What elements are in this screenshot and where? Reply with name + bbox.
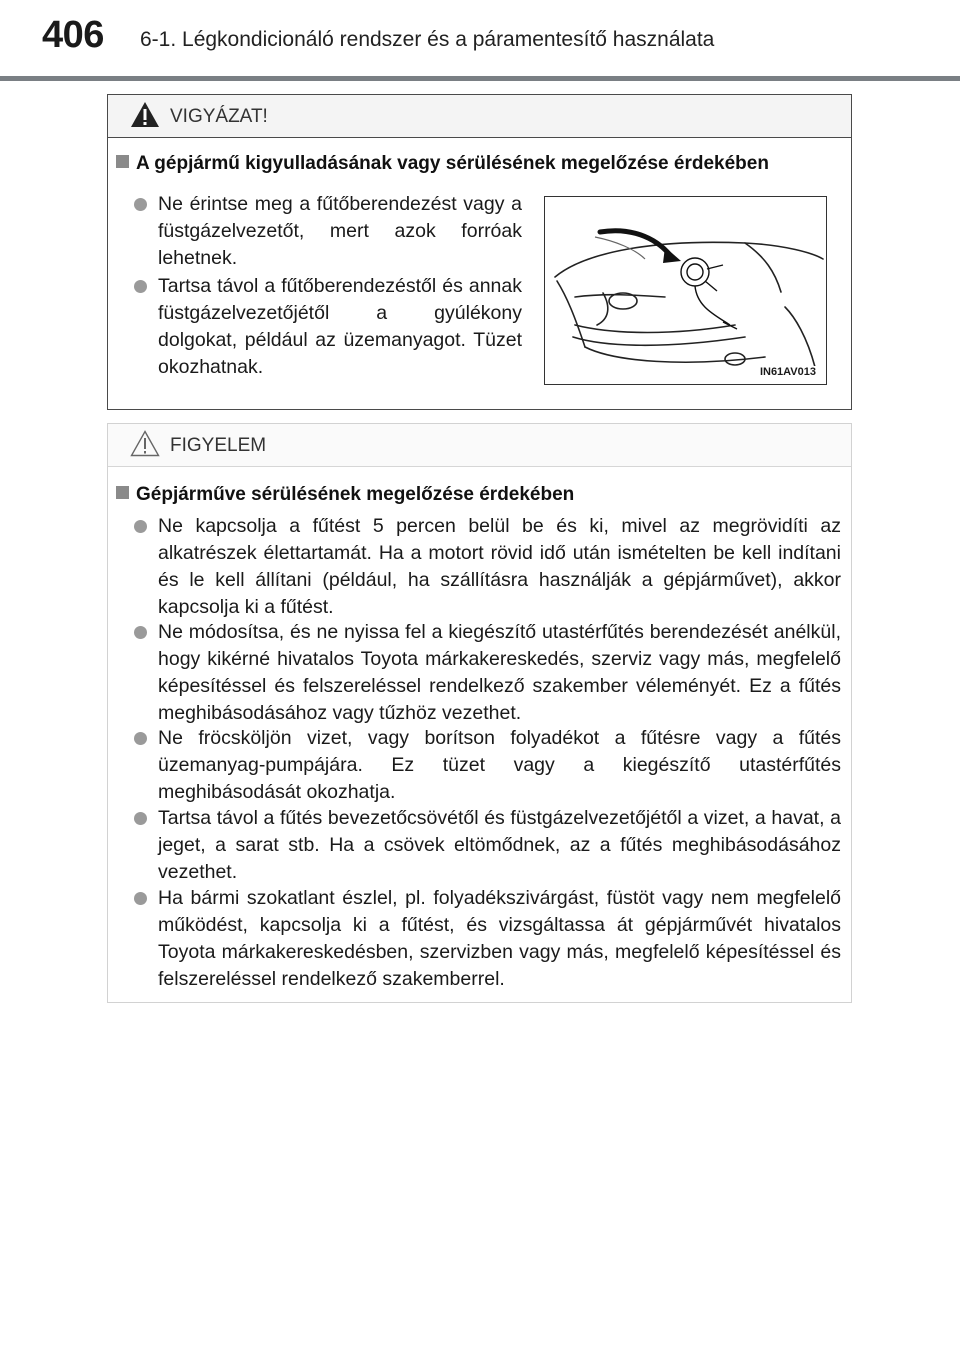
warning-box <box>107 94 852 410</box>
warning-section-title-text: A gépjármű kigyulladásának vagy sérülésének megelőzése érdekében <box>136 153 769 174</box>
notice-section-title-text: Gépjárműve sérülésének megelőzése érdekében <box>136 484 575 505</box>
illustration-code: IN61AV013 <box>759 366 816 378</box>
section-square-icon <box>116 486 129 499</box>
chapter-title: 6-1. Légkondicionáló rendszer és a páramentesítő használata <box>140 28 715 51</box>
bullet-dot-icon <box>134 732 147 745</box>
list-item: Ha bármi szokatlant észlel, pl. folyadékszivárgást, füstöt vagy nem megfelelő működést, kapcsolja ki a fűtést, és vizsgáltassa át gépjárművét hivatalos Toyota márkakereskedésben, szervizben vagy más, megfelelő képesítéssel és felszereléssel rendelkező szakemberrel. <box>158 885 841 993</box>
list-item: Ne fröcsköljön vizet, vagy borítson folyadékot a fűtésre vagy a fűtés üzemanyag-pumpájára. Ez tüzet vagy a kiegészítő utastérfűtés meghibásodását okozhatja. <box>158 725 841 806</box>
bullet-dot-icon <box>134 812 147 825</box>
list-item: Ne érintse meg a fűtőberendezést vagy a füstgázelvezetőt, mert azok forróak lehetnek. <box>158 191 522 272</box>
bullet-dot-icon <box>134 520 147 533</box>
bullet-dot-icon <box>134 626 147 639</box>
list-item: Ne kapcsolja a fűtést 5 percen belül be és ki, mivel az megrövidíti az alkatrészek élettartamát. Ha a motort rövid idő után ismételten be kell indítani és le kell állítani (például, ha szállításra használják a gépjárművet), akkor kapcsolja ki a fűtést. <box>158 513 841 621</box>
notice-section-title <box>116 484 574 506</box>
section-square-icon <box>116 155 129 168</box>
bullet-dot-icon <box>134 892 147 905</box>
page-number: 406 <box>42 14 104 56</box>
warning-box-header <box>108 95 851 138</box>
car-front-heater-illustration <box>545 197 827 385</box>
list-item: Tartsa távol a fűtőberendezéstől és annak füstgázelvezetőjétől a gyúlékony dolgokat, például az üzemanyagot. Tüzet okozhatnak. <box>158 273 522 381</box>
list-item: Tartsa távol a fűtés bevezetőcsövétől és füstgázelvezetőjétől a vizet, a havat, a jeget, a sarat stb. Ha a csövek eltömődnek, az a fűtés meghibásodásához vezethet. <box>158 805 841 886</box>
warning-label: VIGYÁZAT! <box>170 106 268 127</box>
notice-box <box>107 423 852 1003</box>
notice-box-header <box>108 424 851 467</box>
bullet-dot-icon <box>134 198 147 211</box>
list-item: Ne módosítsa, és ne nyissa fel a kiegészítő utastérfűtés berendezését anélkül, hogy kikérné hivatalos Toyota márkakereskedés, szerviz vagy más, megfelelő képesítéssel és felszereléssel rendelkező szakember véleményét. Ez a fűtés meghibásodásához vagy tűzhöz vezethet. <box>158 619 841 727</box>
warning-triangle-outline-icon <box>130 430 160 457</box>
heater-illustration <box>544 196 827 385</box>
header-divider <box>0 76 960 81</box>
notice-label: FIGYELEM <box>170 435 267 456</box>
warning-section-title <box>116 153 769 175</box>
warning-triangle-filled-icon <box>130 101 160 128</box>
bullet-dot-icon <box>134 280 147 293</box>
